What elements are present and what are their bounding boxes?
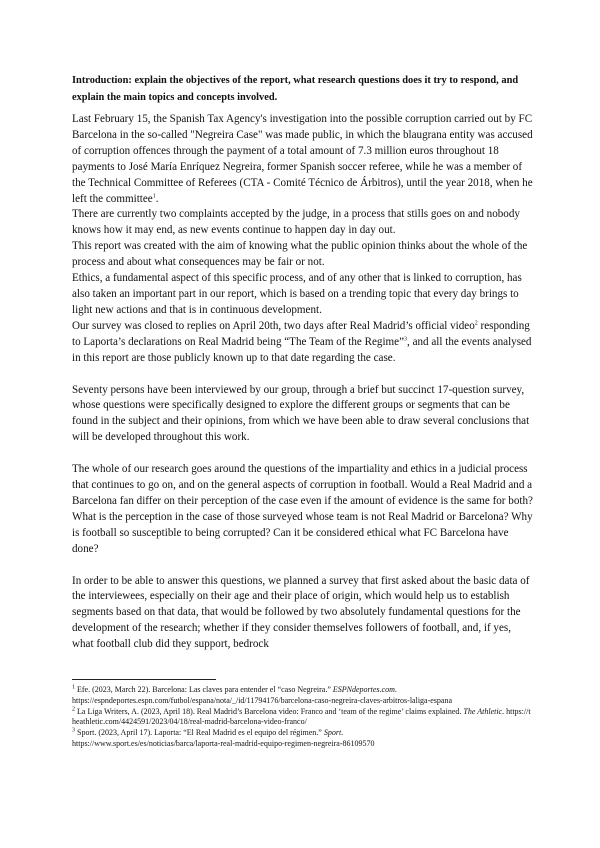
paragraph-7: The whole of our research goes around the questions of the impartiality and ethics in a judicial process that continues to go on, and on the general aspects of corruption in football. Would a Real Madrid and a Barcelona fan differ on their perception of the case even if the amount of evidence is the same for both? What is the perception in the case of those surveyed whose team is not Real Madrid or Barcelona? Why is football so susceptible to being corrupted? Can it be considered ethical what FC Barcelona have done? — [72, 463, 533, 555]
footnote-ref-2[interactable]: 2 — [474, 320, 478, 327]
footnote-link[interactable]: https://theathletic.com/4424591/2023/04/18/real-madrid-barcelona-video-franco/ — [72, 706, 531, 727]
footnote-citation: La Liga Writers, A. (2023, April 18). Real Madrid’s Barcelona video: Franco and ‘team of the regime’ claims explained. — [75, 706, 464, 716]
paragraph-gap — [72, 367, 534, 383]
footnote-ref-3[interactable]: 3 — [404, 336, 408, 342]
paragraph-5-text-c: , and all the events analysed in this report are those publicly known up to that date regarding the case. — [72, 335, 532, 364]
footnote-source: ESPNdeportes.com — [332, 685, 395, 694]
footnote-citation: Sport. (2023, April 17). Laporta: “El Real Madrid es el equipo del régimen.” — [75, 728, 324, 738]
paragraph-1-end: . — [155, 192, 159, 205]
footnote-link[interactable]: https://www.sport.es/es/noticias/barca/laporta-real-madrid-equipo-regimen-negreira-86109570 — [72, 738, 375, 748]
footnote-1 — [72, 685, 534, 707]
paragraph-2: There are currently two complaints accepted by the judge, in a process that stills goes on and nobody knows how it may end, as new events continue to happen day in day out. — [72, 208, 520, 237]
footnote-citation: Efe. (2023, March 22). Barcelona: Las claves para entender el “caso Negreira.” — [75, 685, 333, 694]
footnote-link[interactable]: https://espndeportes.espn.com/futbol/espana/nota/_/id/11794176/barcelona-caso-negreira-claves-arbitros-laliga-espana — [72, 695, 453, 705]
footnote-number: 3 — [72, 727, 75, 734]
footnote-2 — [72, 707, 534, 729]
paragraph-4: Ethics, a fundamental aspect of this specific process, and of any other that is linked to corruption, has also taken an important part in our report, which is based on a trending topic that every day brings to light new actions and that is in continuous development. — [72, 272, 522, 316]
paragraph-1-text: Last February 15, the Spanish Tax Agency's investigation into the possible corruption carried out by FC Barcelona in the so-called "Negreira Case" was made public, in which the blaugrana entity was accused of corruption offences through the payment of a total amount of 7.3 million euros throughout 18 payments to José María Enríquez Negreira, former Spanish soccer referee, while he was a member of the Technical Committee of Referees (CTA - Comité Técnico de Árbitros), until the year 2018, when he left the committee — [72, 113, 533, 205]
paragraph-8: In order to be able to answer this questions, we planned a survey that first asked about the basic data of the interviewees, especially on their age and their place of origin, which would help us to establish segments based on that data, that would be followed by two absolutely fundamental questions for the development of the research; whether if they consider themselves followers of football, and, if yes, what football club did they support, bedrock — [72, 574, 530, 651]
paragraph-1 — [72, 112, 534, 207]
paragraph-gap — [72, 558, 534, 574]
paragraph-5-text-a: Our survey was closed to replies on April 20th, two days after Real Madrid’s official video — [72, 319, 475, 332]
paragraph-3: This report was created with the aim of knowing what the public opinion thinks about the whole of the process and about what consequences may be fair or not. — [72, 240, 528, 269]
footnote-punctuation: . — [502, 706, 507, 716]
footnote-ref-1[interactable]: 1 — [152, 192, 156, 199]
footnote-punctuation: . — [341, 728, 344, 738]
footnote-source: The Athletic — [463, 706, 503, 716]
section-heading: Introduction: explain the objectives of the report, what research questions does it try to respond, and explain the main topics and concepts involved. — [72, 75, 519, 103]
paragraph-6: Seventy persons have been interviewed by our group, through a brief but succinct 17-question survey, whose questions were specifically designed to explore the different groups or segments that can be found in the subject and their opinions, from which we have been able to draw several conclusions that will be developed throughout this work. — [72, 383, 530, 444]
footnote-source: Sport — [323, 728, 342, 738]
paragraph-gap — [72, 446, 534, 462]
body-text — [72, 112, 534, 653]
paragraph-5-text-b: responding to Laporta’s declarations on Real Madrid being “The Team of the Regime” — [72, 319, 530, 348]
paragraph-5 — [72, 319, 534, 367]
footnote-divider — [72, 679, 216, 680]
footnote-3 — [72, 728, 534, 750]
footnotes — [72, 685, 534, 750]
footnote-number: 2 — [72, 705, 75, 712]
footnote-punctuation: . — [394, 685, 397, 694]
footnote-number: 1 — [72, 684, 75, 691]
